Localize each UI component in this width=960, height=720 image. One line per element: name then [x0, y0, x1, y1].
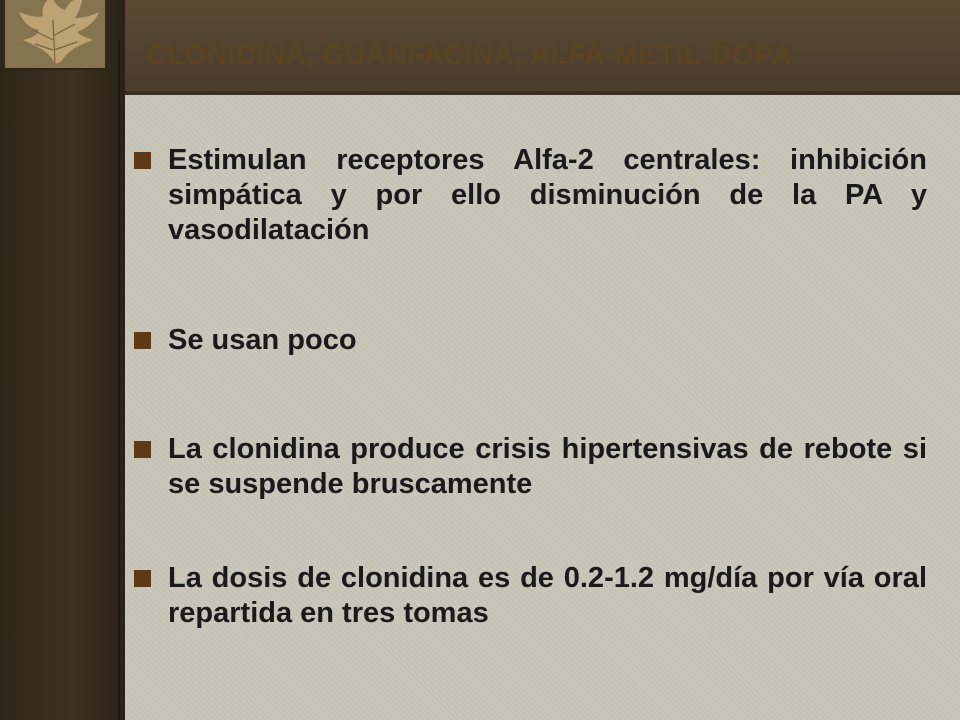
- sidebar-divider: [118, 40, 120, 720]
- bullet-text: La dosis de clonidina es de 0.2-1.2 mg/día por vía oral repartida en tres tomas: [168, 562, 927, 629]
- list-item: [132, 561, 927, 631]
- bullet-list: [132, 143, 927, 631]
- square-bullet-icon: [134, 152, 151, 169]
- bullet-text: Se usan poco: [168, 324, 357, 356]
- square-bullet-icon: [134, 570, 151, 587]
- list-item: [132, 323, 927, 358]
- list-item: [132, 432, 927, 502]
- slide-title: CLONIDINA, GUANFACINA, ALFA-METIL-DOPA: [146, 39, 792, 70]
- leaf-icon: [5, 0, 105, 70]
- sidebar-band: [0, 0, 125, 720]
- bullet-text: Estimulan receptores Alfa-2 centrales: inhibición simpática y por ello disminución de la PA y vasodilatación: [168, 144, 927, 246]
- list-item: [132, 143, 927, 248]
- square-bullet-icon: [134, 441, 151, 458]
- square-bullet-icon: [134, 332, 151, 349]
- bullet-text: La clonidina produce crisis hipertensivas de rebote si se suspende bruscamente: [168, 433, 927, 500]
